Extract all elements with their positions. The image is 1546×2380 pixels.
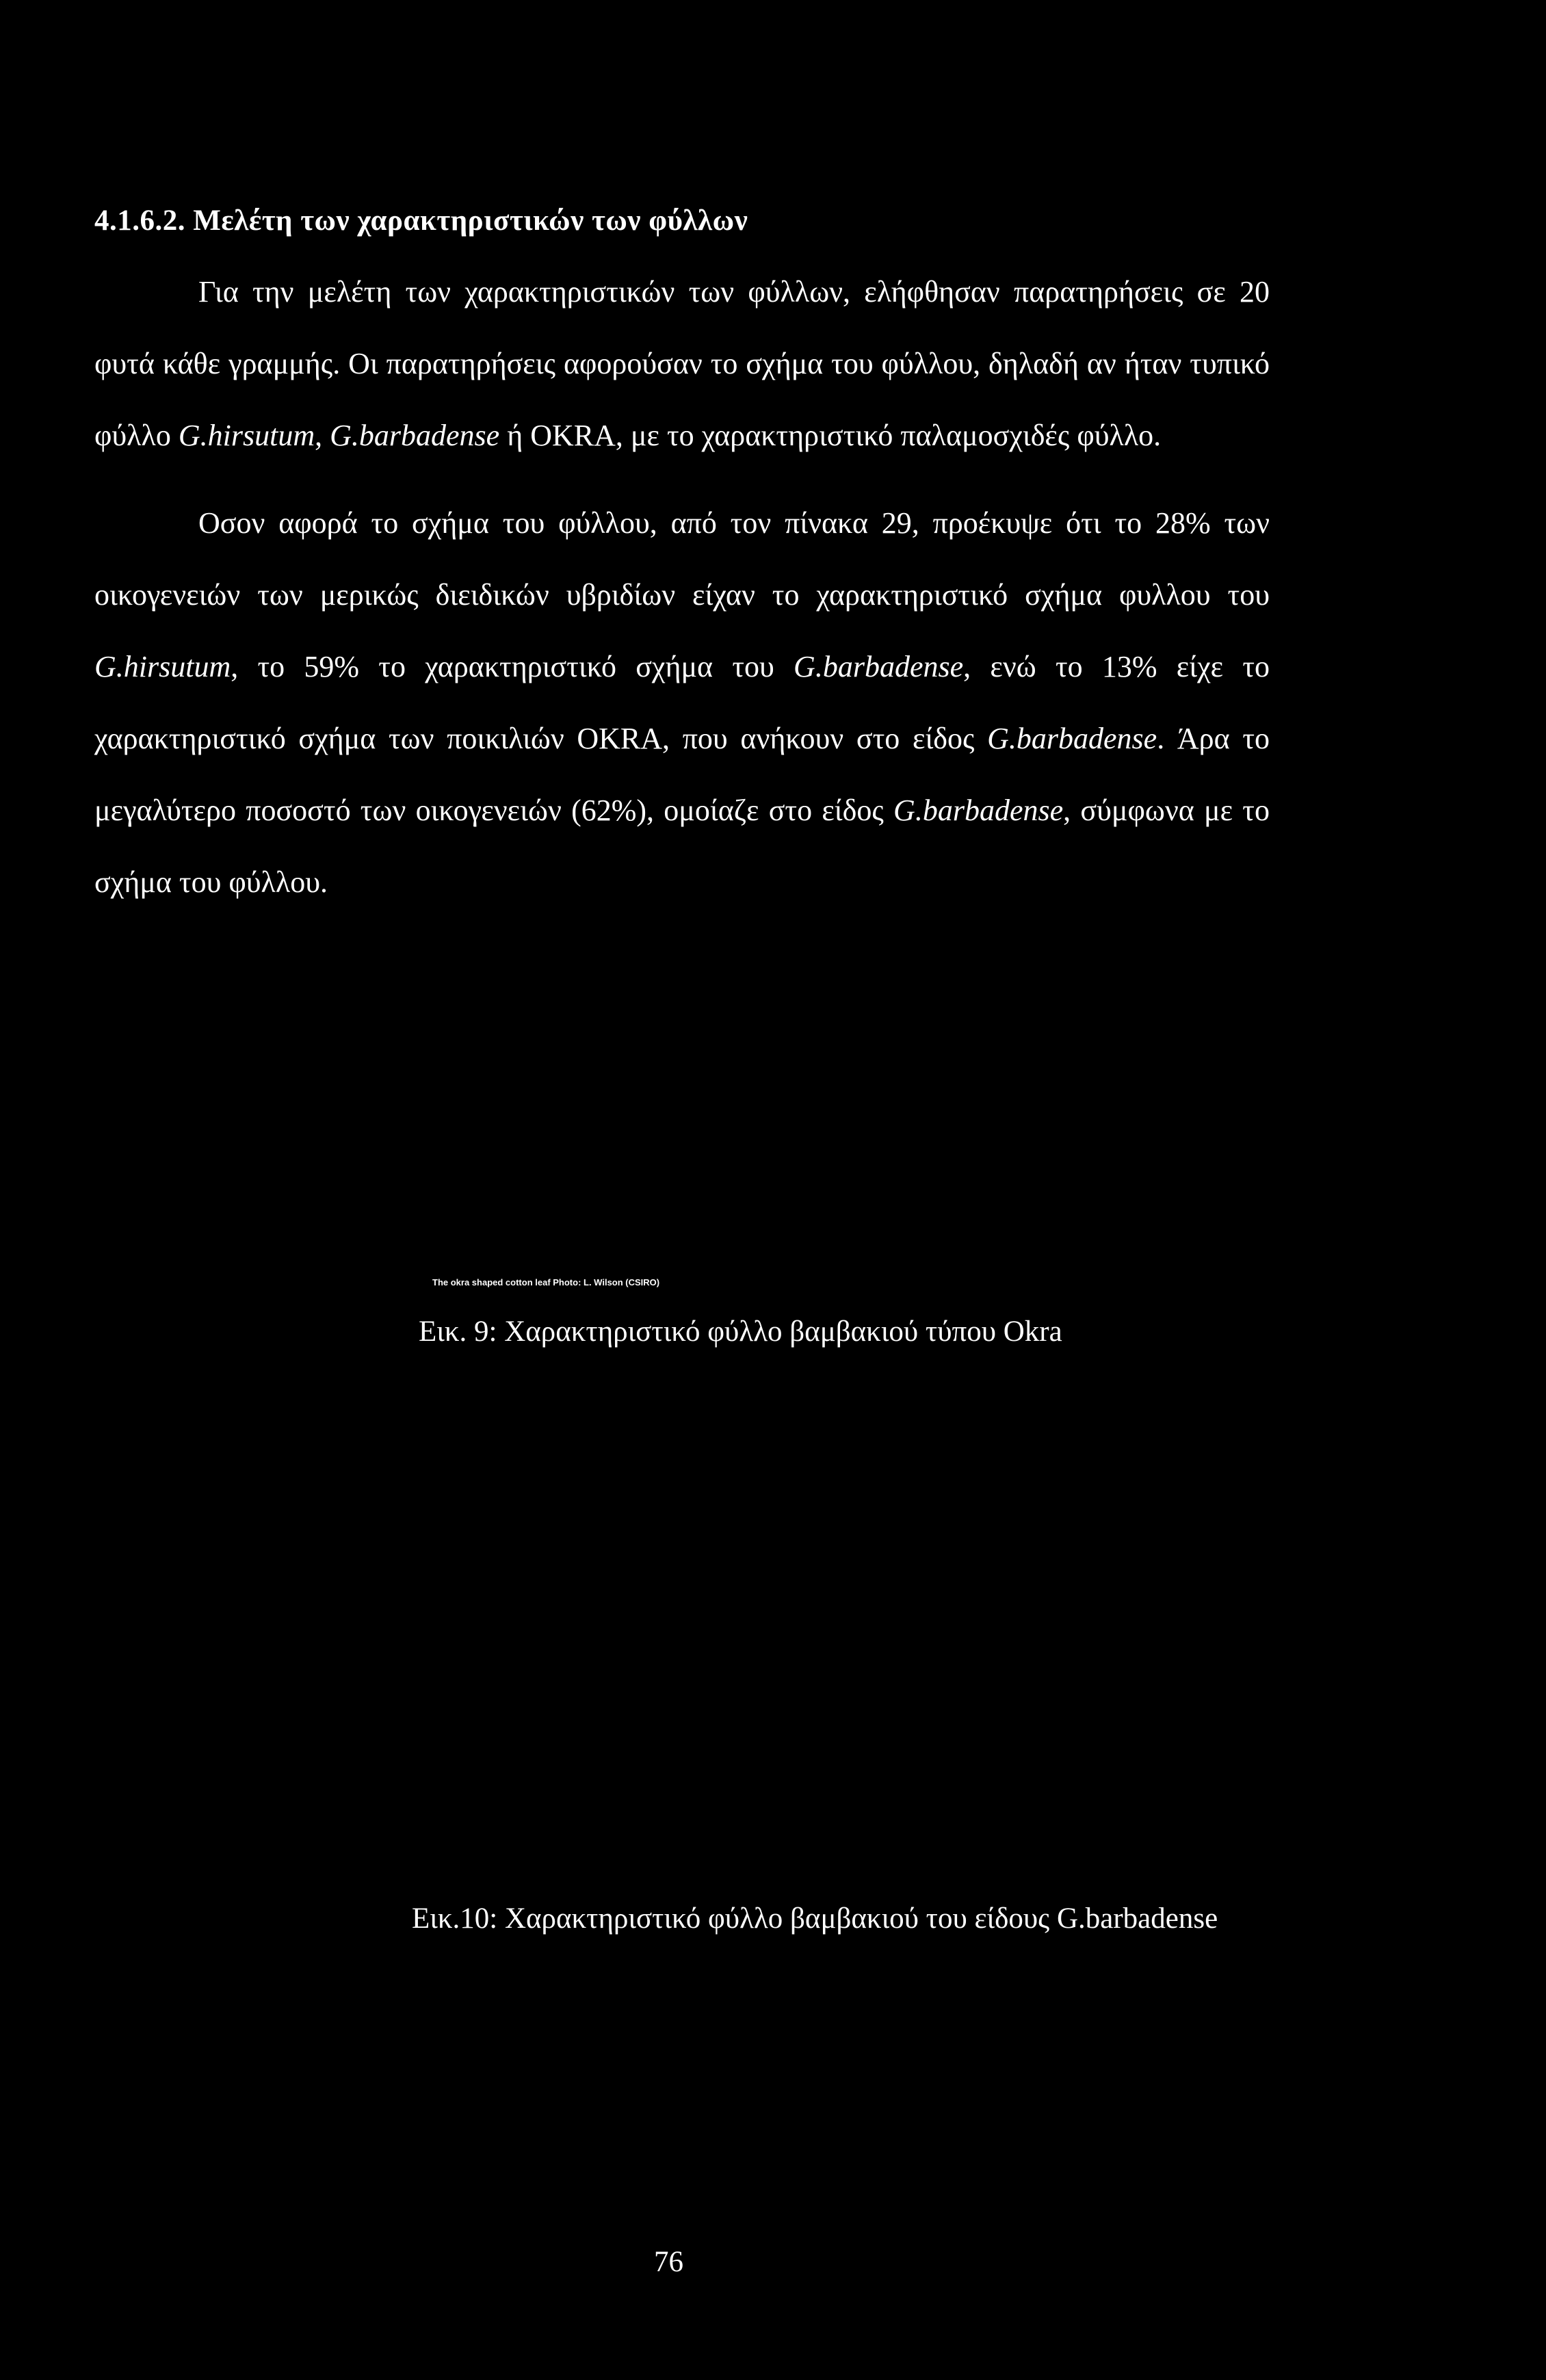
paragraph-text: , το 59% το χαρακτηριστικό σχήμα του bbox=[231, 650, 794, 683]
species-name: G.barbadense bbox=[987, 722, 1157, 755]
paragraph-text: , ενώ το 13% είχε το χαρακτηριστικό σχήμα των ποικιλιών OKRA, που ανήκουν στο είδος bbox=[94, 650, 1270, 755]
paragraph-text: Για την μελέτη των χαρακτηριστικών των φύλλων, ελήφθησαν παρατηρήσεις σε 20 φυτά κάθε γραμμής. Οι παρατηρήσεις αφορούσαν το σχήμα του φύλλου, δηλαδή αν ήταν τυπικό φύλλο bbox=[94, 275, 1270, 452]
paragraph-text: ή OKRA, με το χαρακτηριστικό παλαμοσχιδές φύλλο. bbox=[499, 419, 1162, 452]
species-name: G.hirsutum bbox=[94, 650, 231, 683]
species-name: G.hirsutum bbox=[178, 419, 315, 452]
section-heading: 4.1.6.2. Μελέτη των χαρακτηριστικών των φύλλων bbox=[94, 205, 748, 237]
species-name: G.barbadense bbox=[893, 794, 1064, 827]
paragraph-text: Οσον αφορά το σχήμα του φύλλου, από τον πίνακα 29, προέκυψε ότι το 28% των οικογενειών των μερικώς διειδικών υβριδίων είχαν το χαρακτηριστικό σχήμα φυλλου του bbox=[94, 506, 1270, 612]
paragraph-leaf-study bbox=[94, 256, 1270, 471]
figure9-photo-credit: The okra shaped cotton leaf Photo: L. Wilson (CSIRO) bbox=[432, 1277, 660, 1287]
figure9-caption: Εικ. 9: Χαρακτηριστικό φύλλο βαμβακιού τύπου Okra bbox=[419, 1316, 1062, 1348]
paragraph-text: , σύμφωνα με το σχήμα του φύλλου. bbox=[94, 794, 1270, 899]
species-name: G.barbadense bbox=[330, 419, 500, 452]
paragraph-leaf-shape-results bbox=[94, 487, 1270, 918]
paragraph-text: , bbox=[315, 419, 330, 452]
species-name: G.barbadense bbox=[794, 650, 964, 683]
paragraph-text: . Άρα το μεγαλύτερο ποσοστό των οικογενειών (62%), ομοίαζε στο είδος bbox=[94, 722, 1270, 827]
figure10-caption: Εικ.10: Χαρακτηριστικό φύλλο βαμβακιού του είδους G.barbadense bbox=[412, 1902, 1218, 1935]
page-number: 76 bbox=[654, 2246, 683, 2278]
